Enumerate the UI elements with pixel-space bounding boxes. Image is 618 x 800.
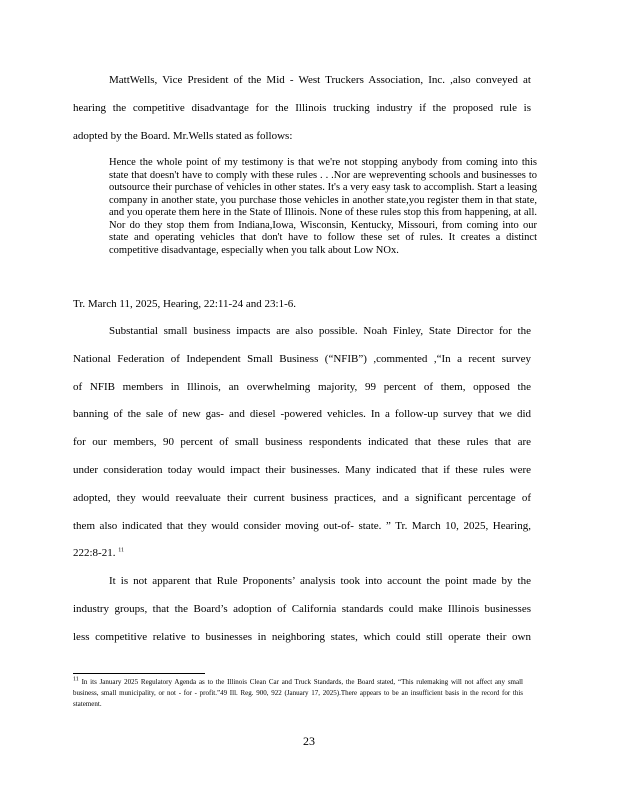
paragraph-3-line-1: It is not apparent that Rule Proponents’ analysis took into account the point made by the: [109, 575, 531, 587]
paragraph-1-line-1: MattWells, Vice President of the Mid - West Truckers Association, Inc. ,also conveyed at: [109, 74, 531, 86]
block-quote: Hence the whole point of my testimony is that we're not stopping anybody from coming into this state that doesn't have to comply with these rules . . .Nor are wepreventing schools and businesses to outsource their purchase of vehicles in other states. It's a very easy task to accomplish. Start a leasing company in another state, you purchase those vehicles in another state,you register them in that state, and you operate them here in the State of Illinois. None of these rules stop this from happening, at all. Nor do they stop them from Indiana,Iowa, Wisconsin, Kentucky, Missouri, from coming into our state and operating vehicles that don't have to follow these set of rules. It creates a distinct competitive disadvantage, especially when you talk about Low NOx.: [109, 157, 537, 256]
page-number: 23: [303, 734, 315, 748]
paragraph-2-line-9-text: 222:8-21.: [73, 547, 116, 559]
footnote-number: 11: [73, 676, 79, 683]
paragraph-2-line-5: for our members, 90 percent of small business respondents indicated that these rules that are: [73, 436, 531, 448]
paragraph-2-line-7: adopted, they would reevaluate their current business practices, and a significant percentage of: [73, 492, 531, 504]
paragraph-2-line-2: National Federation of Independent Small Business (“NFIB”) ,commented ,“In a recent survey: [73, 353, 531, 365]
paragraph-2-line-6: under consideration today would impact their businesses. Many indicated that if these rules were: [73, 464, 531, 476]
paragraph-3-line-2: industry groups, that the Board’s adoption of California standards could make Illinois businesses: [73, 603, 531, 615]
paragraph-2-line-9: [73, 546, 531, 560]
paragraph-2-line-4: banning of the sale of new gas- and diesel -powered vehicles. In a follow-up survey that we did: [73, 408, 531, 420]
footnote-text: In its January 2025 Regulatory Agenda as to the Illinois Clean Car and Truck Standards, the Board stated, “This rulemaking will not affect any small business, small municipality, or not - for - profit.”49 Ill. Reg. 900, 922 (January 17, 2025).There appears to be an insufficient basis in the record for this statement.: [73, 678, 523, 708]
paragraph-3-line-3: less competitive relative to businesses in neighboring states, which could still operate their own: [73, 631, 531, 643]
footnote: [73, 677, 523, 710]
paragraph-2-line-1: Substantial small business impacts are also possible. Noah Finley, State Director for the: [109, 325, 531, 337]
paragraph-1-line-3: adopted by the Board. Mr.Wells stated as follows:: [73, 130, 293, 142]
paragraph-2-line-8: them also indicated that they would consider moving out-of- state. ” Tr. March 10, 2025, Hearing,: [73, 520, 531, 532]
footnote-separator: [73, 673, 205, 674]
citation-1: Tr. March 11, 2025, Hearing, 22:11-24 and 23:1-6.: [73, 298, 297, 310]
paragraph-1-line-2: hearing the competitive disadvantage for the Illinois trucking industry if the proposed rule is: [73, 102, 531, 114]
footnote-reference[interactable]: 11: [118, 547, 125, 554]
paragraph-2-line-3: of NFIB members in Illinois, an overwhelming majority, 99 percent of them, opposed the: [73, 381, 531, 393]
